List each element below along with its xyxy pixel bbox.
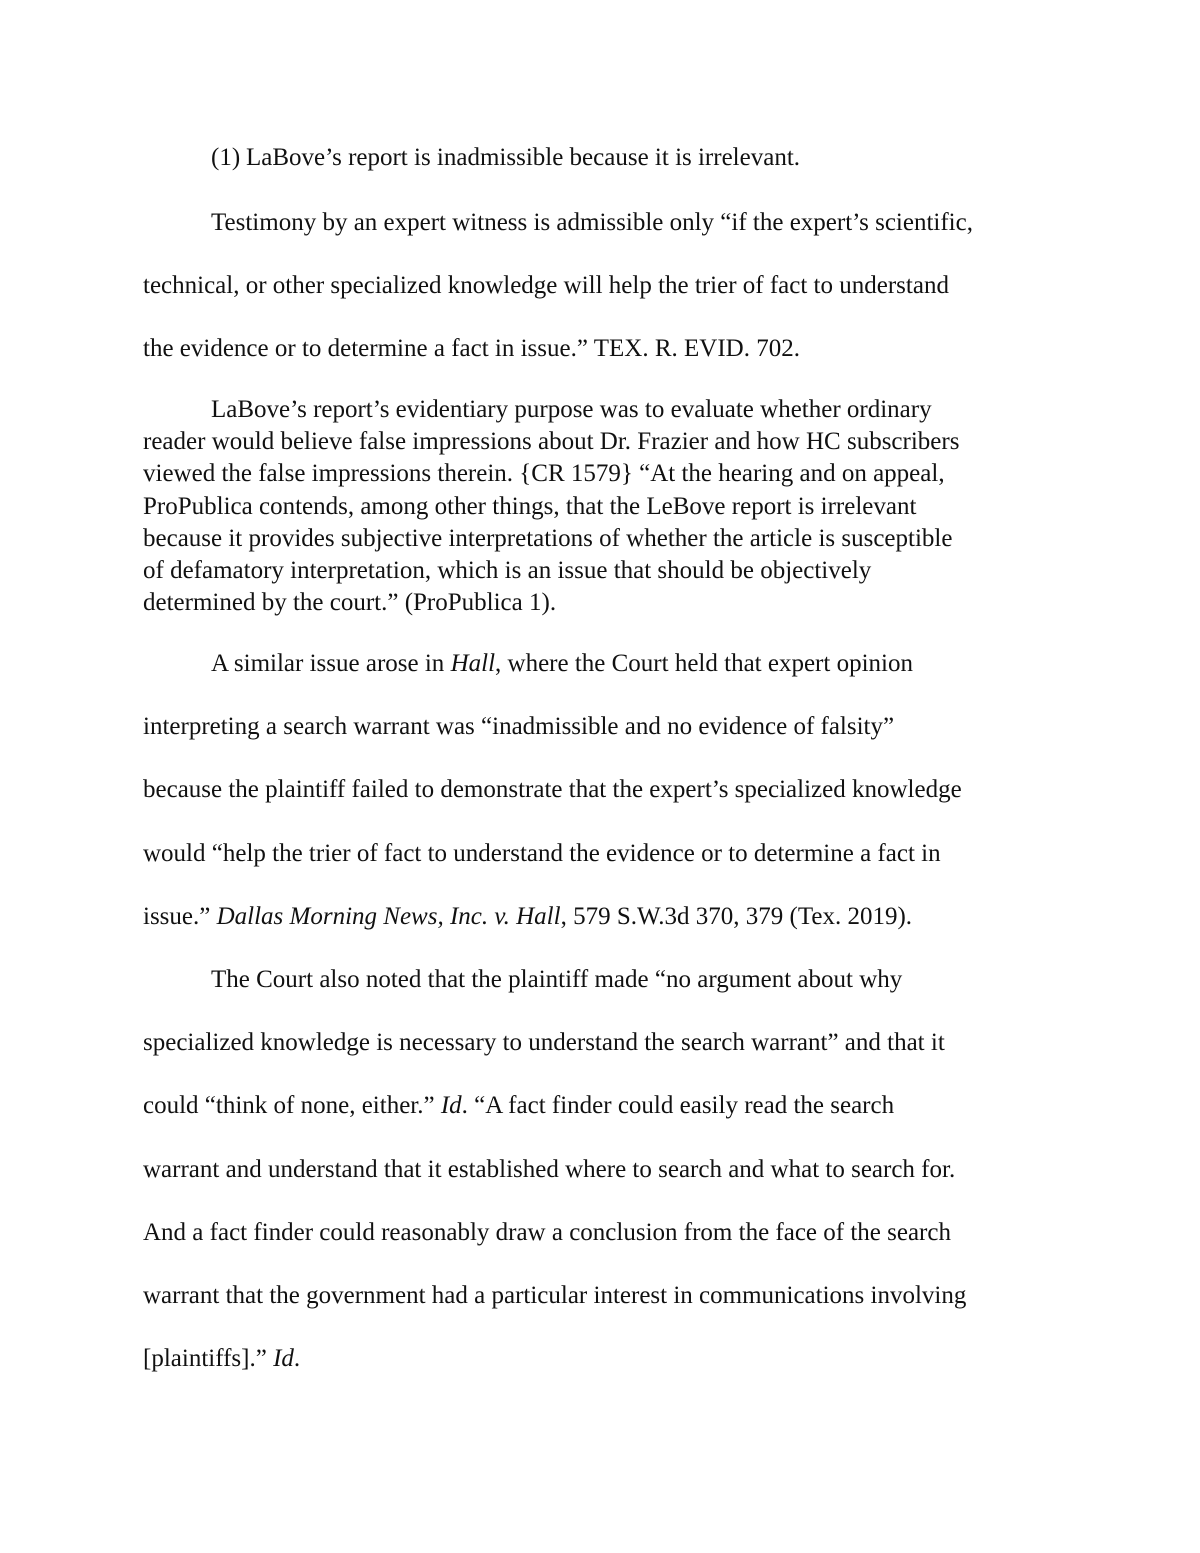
paragraph-hall [143, 632, 1063, 948]
text-line: LaBove’s report’s evidentiary purpose was to evaluate whether ordinary [211, 396, 932, 423]
text-run: , where the Court held that expert opinion [495, 650, 913, 677]
paragraph-court-noted [143, 948, 1063, 1390]
text-line [143, 885, 1063, 948]
case-citation: Dallas Morning News, Inc. v. Hall [216, 902, 561, 930]
text-line: And a fact finder could reasonably draw a conclusion from the face of the search [143, 1218, 951, 1246]
paragraph-rule-702 [143, 191, 1063, 381]
heading-text: LaBove’s report is inadmissible because it is irrelevant. [246, 144, 801, 171]
text-line: specialized knowledge is necessary to understand the search warrant” and that it [143, 1029, 945, 1057]
text-line: warrant and understand that it established where to search and what to search for. [143, 1155, 956, 1183]
heading-number: (1) [211, 144, 241, 171]
text-line: interpreting a search warrant was “inadmissible and no evidence of falsity” [143, 713, 895, 741]
text-run: , 579 S.W.3d 370, 379 (Tex. 2019). [560, 902, 913, 930]
text-line: the evidence or to determine a fact in issue.” TEX. R. EVID. 702. [143, 335, 800, 363]
text-run: A similar issue arose in [211, 650, 451, 677]
text-line: because the plaintiff failed to demonstrate that the expert’s specialized knowledge [143, 776, 962, 804]
id-citation: Id [440, 1092, 462, 1120]
text-line [143, 1074, 1063, 1137]
text-line: viewed the false impressions therein. {CR 1579} “At the hearing and on appeal, [143, 460, 945, 488]
text-run: issue.” [143, 902, 217, 930]
text-line: reader would believe false impressions about Dr. Frazier and how HC subscribers [143, 428, 960, 456]
text-line: warrant that the government had a particular interest in communications involving [143, 1282, 967, 1310]
text-run: . “A fact finder could easily read the search [461, 1092, 895, 1120]
text-line: ProPublica contends, among other things, that the LeBove report is irrelevant [143, 492, 917, 520]
text-line: determined by the court.” (ProPublica 1). [143, 589, 557, 617]
text-line: of defamatory interpretation, which is an issue that should be objectively [143, 557, 872, 585]
text-run: . [293, 1345, 301, 1373]
case-name: Hall [450, 650, 496, 677]
text-line: would “help the trier of fact to understand the evidence or to determine a fact in [143, 839, 941, 867]
text-line: technical, or other specialized knowledge will help the trier of fact to understand [143, 272, 949, 300]
text-run: [plaintiffs].” [143, 1345, 274, 1373]
text-line [143, 632, 1063, 695]
text-line: Testimony by an expert witness is admissible only “if the expert’s scientific, [211, 209, 973, 236]
id-citation: Id [273, 1345, 294, 1373]
text-run: could “think of none, either.” [143, 1092, 441, 1120]
single-spaced-block [143, 394, 1063, 619]
text-line [143, 1327, 1063, 1390]
text-line: because it provides subjective interpretations of whether the article is susceptible [143, 524, 953, 552]
text-line: The Court also noted that the plaintiff made “no argument about why [211, 966, 903, 993]
section-heading [143, 126, 1063, 189]
